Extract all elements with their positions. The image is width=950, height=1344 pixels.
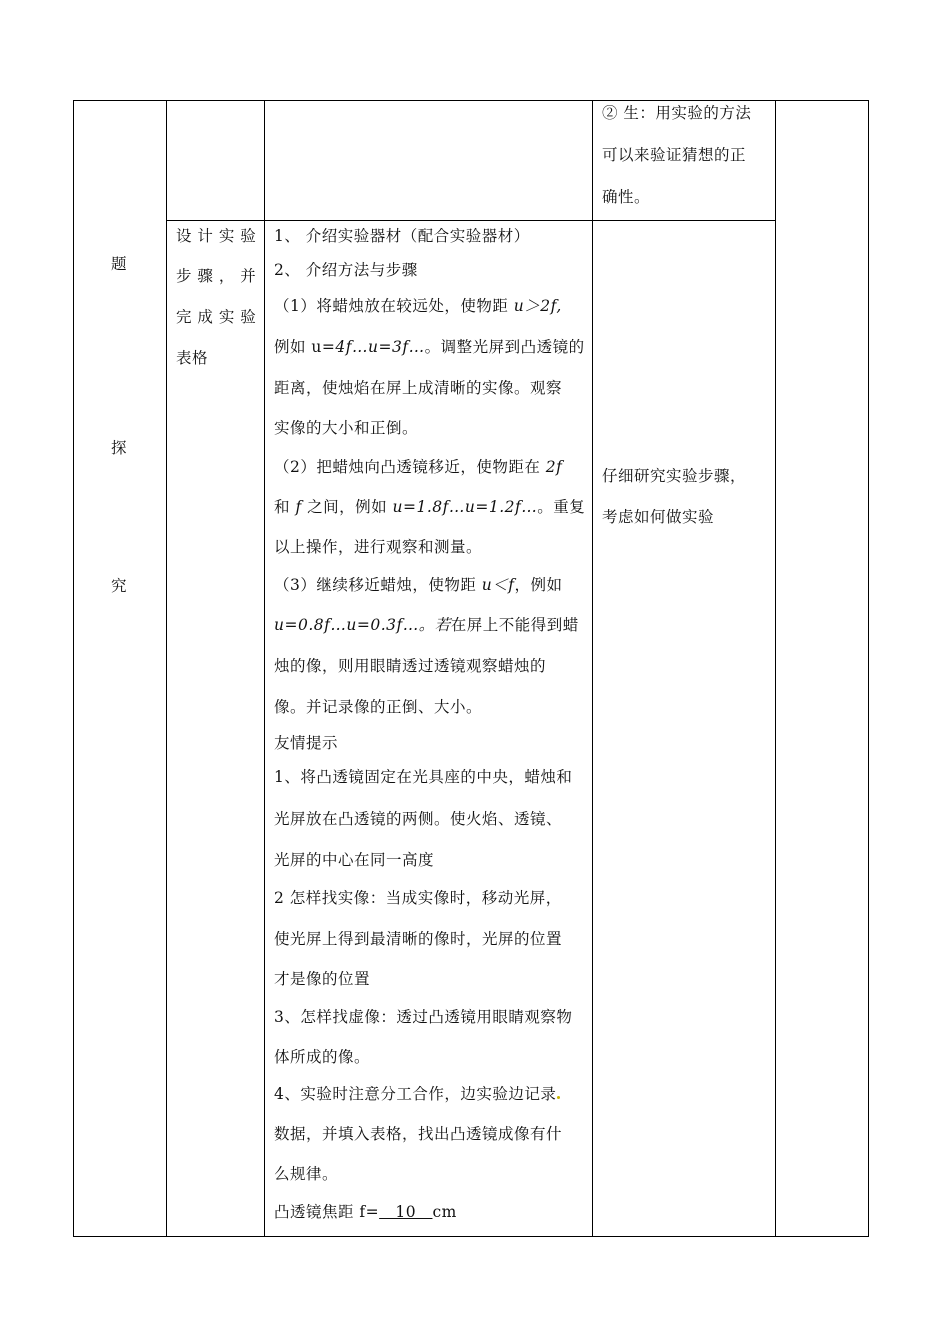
student-note-line-2: 可以来验证猜想的正 [602,146,747,164]
table-right-border [868,100,869,1237]
yellow-dot [557,1096,560,1099]
content-line-21: 3、怎样找虚像：透过凸透镜用眼睛观察物 [274,1008,573,1026]
table-top-border [73,100,869,101]
content-line-24: 数据，并填入表格，找出凸透镜成像有什 [274,1125,563,1143]
table-left-border [73,100,74,1237]
student-note-line-1: ② 生：用实验的方法 [602,104,752,122]
content-line-7: （2）把蜡烛向凸透镜移近，使物距在 2f [274,458,563,476]
col-divider-3 [592,100,593,1237]
section-char-2: 探 [111,439,128,457]
content-line-12: 烛的像，则用眼睛透过透镜观察蜡烛的 [274,657,547,675]
row-divider [166,220,776,221]
content-line-16: 光屏放在凸透镜的两侧。使火焰、透镜、 [274,810,563,828]
content-line-2: 2、 介绍方法与步骤 [274,261,418,279]
table-bottom-border [73,1236,869,1237]
content-line-17: 光屏的中心在同一高度 [274,851,435,869]
content-line-8: 和 f 之间，例如 u=1.8f…u=1.2f…。重复 [274,498,586,516]
section-char-3: 究 [111,577,128,595]
content-line-5: 距离，使烛焰在屏上成清晰的实像。观察 [274,379,563,397]
content-line-4: 例如 u=4f…u=3f…。调整光屏到凸透镜的 [274,338,585,356]
student-activity-line-2: 考虑如何做实验 [602,508,715,526]
content-line-25: 么规律。 [274,1165,339,1183]
content-line-19: 使光屏上得到最清晰的像时，光屏的位置 [274,930,563,948]
section-char-1: 题 [111,255,128,273]
col-divider-1 [166,100,167,1237]
focal-length-line: 凸透镜焦距 f= 10 cm [274,1203,457,1221]
step-title-line-1: 设 计 实 验 [176,227,257,245]
content-line-23: 4、实验时注意分工合作，边实验边记录 [274,1084,560,1104]
content-line-15: 1、将凸透镜固定在光具座的中央，蜡烛和 [274,768,573,786]
content-line-18: 2 怎样找实像：当成实像时，移动光屏， [274,889,562,907]
col-divider-2 [264,100,265,1237]
step-title-line-2: 步 骤 ， 并 [176,267,257,285]
content-line-3: （1）将蜡烛放在较远处，使物距 u＞2f, [274,297,562,315]
content-line-22: 体所成的像。 [274,1048,371,1066]
content-line-1: 1、 介绍实验器材（配合实验器材） [274,227,530,245]
student-activity-line-1: 仔细研究实验步骤， [602,467,747,485]
step-title-line-4: 表格 [176,349,209,367]
content-line-20: 才是像的位置 [274,970,371,988]
content-line-13: 像。并记录像的正倒、大小。 [274,698,483,716]
content-line-6: 实像的大小和正倒。 [274,419,419,437]
student-note-line-3: 确性。 [602,188,651,206]
step-title-line-3: 完 成 实 验 [176,308,257,326]
focal-length-value: 10 [379,1203,433,1221]
tips-heading: 友情提示 [274,734,339,752]
content-line-9: 以上操作，进行观察和测量。 [274,538,483,556]
col-divider-4 [775,100,776,1237]
content-line-10: （3）继续移近蜡烛，使物距 u＜f，例如 [274,576,563,594]
content-line-11: u=0.8f…u=0.3f…。若在屏上不能得到蜡 [274,616,579,634]
